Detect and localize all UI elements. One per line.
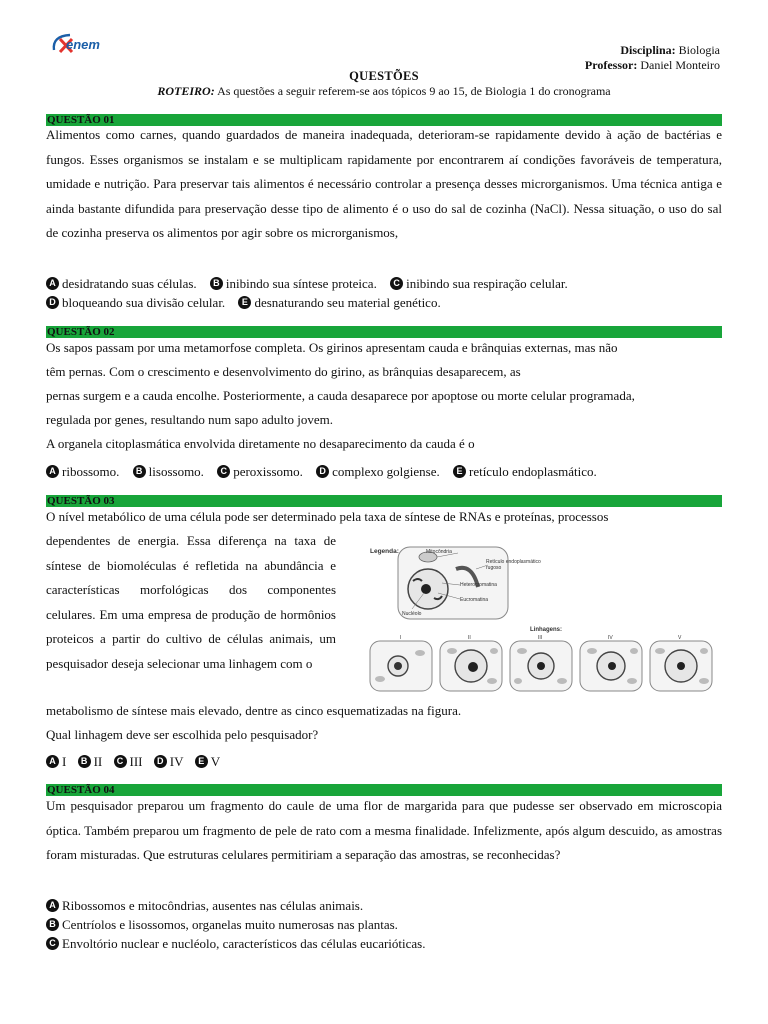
legend-label-heterocromatina: Heterocromatina bbox=[460, 582, 497, 588]
option-c-badge-icon: C bbox=[217, 465, 230, 478]
option-e-badge-icon: E bbox=[453, 465, 466, 478]
option-text: IV bbox=[169, 753, 184, 769]
legend-nucleolus-icon bbox=[421, 584, 431, 594]
option-c-badge-icon: C bbox=[114, 755, 127, 768]
question-1-option-c[interactable] bbox=[390, 275, 568, 293]
question-2-line-2: têm pernas. Com o crescimento e desenvolvimento do girino, as brânquias desaparecem, as bbox=[46, 364, 521, 379]
option-c-badge-icon: C bbox=[390, 277, 403, 290]
lineage-cell-2 bbox=[440, 635, 502, 691]
logo-text: enem bbox=[66, 37, 100, 52]
question-1-option-a[interactable] bbox=[46, 275, 197, 293]
option-b-badge-icon: B bbox=[46, 918, 59, 931]
discipline-line bbox=[620, 43, 720, 58]
lineage-label: II bbox=[468, 635, 471, 641]
question-2-options-row bbox=[46, 461, 607, 481]
question-3-option-b[interactable] bbox=[78, 753, 103, 771]
question-2-label: QUESTÃO 02 bbox=[47, 326, 115, 338]
option-c-badge-icon: C bbox=[46, 937, 59, 950]
option-text: Centríolos e lisossomos, organelas muito numerosas nas plantas. bbox=[62, 916, 398, 932]
question-4-text: Um pesquisador preparou um fragmento do caule de uma flor de margarida para que pudesse ser observado em microscopia óptica. Também preparou um fragmento de pele de rato com a mesma finalidade. Infelizmente, após algum descuido, as amostras foram misturadas. Que estruturas celulares permitiriam a separação das amostras, se reconhecidas? bbox=[46, 798, 722, 862]
professor-value: Daniel Monteiro bbox=[640, 58, 720, 72]
discipline-value: Biologia bbox=[678, 43, 720, 57]
question-1-options-row-1 bbox=[46, 273, 578, 293]
option-text: Envoltório nuclear e nucléolo, característicos das células eucarióticas. bbox=[62, 935, 426, 951]
lineage-cell-4 bbox=[580, 635, 642, 691]
question-2-line-5: A organela citoplasmática envolvida diretamente no desaparecimento da cauda é o bbox=[46, 436, 475, 451]
question-2-option-a[interactable] bbox=[46, 463, 119, 481]
cell-diagram-svg bbox=[368, 543, 720, 695]
question-3-wrap-text: dependentes de energia. Essa diferença na taxa de síntese de biomoléculas é refletida na abundância e características morfológicas dos componentes celulares. Em uma empresa de produção de hormônios proteicos a partir do cultivo de células animais, um pesquisador deseja selecionar uma linhagem com o bbox=[46, 533, 336, 671]
option-b-badge-icon: B bbox=[210, 277, 223, 290]
roteiro-text: As questões a seguir referem-se aos tópicos 9 ao 15, de Biologia 1 do cronograma bbox=[217, 84, 611, 98]
option-b-badge-icon: B bbox=[78, 755, 91, 768]
enem-logo bbox=[48, 30, 128, 60]
lineage-label: I bbox=[400, 635, 402, 641]
question-3-question: Qual linhagem deve ser escolhida pelo pesquisador? bbox=[46, 727, 319, 742]
question-1-text: Alimentos como carnes, quando guardados de maneira inadequada, deterioram-se rapidamente devido à ação de bactérias e fungos. Esses organismos se instalam e se multiplicam rapidamente por encontrarem aí condições favoráveis de temperatura, umidade e nutrição. Para preservar tais alimentos é necessário controlar a presença desses microrganismos. Uma técnica antiga e ainda bastante difundida para preservação desse tipo de alimento é o uso do sal de cozinha (NaCl). Nessa situação, o uso do sal de cozinha preserva os alimentos por agir sobre os microrganismos, bbox=[46, 127, 722, 240]
option-a-badge-icon: A bbox=[46, 277, 59, 290]
question-1-option-e[interactable] bbox=[238, 294, 440, 312]
option-text: inibindo sua síntese proteica. bbox=[225, 275, 377, 291]
option-b-badge-icon: B bbox=[133, 465, 146, 478]
question-3-option-c[interactable] bbox=[114, 753, 143, 771]
question-3-label: QUESTÃO 03 bbox=[47, 495, 115, 507]
option-text: peroxissomo. bbox=[233, 463, 303, 479]
option-text: II bbox=[93, 753, 103, 769]
question-3-option-e[interactable] bbox=[195, 753, 220, 771]
option-e-badge-icon: E bbox=[238, 296, 251, 309]
option-text: desidratando suas células. bbox=[62, 275, 197, 291]
option-text: retículo endoplasmático. bbox=[468, 463, 597, 479]
cell-lineages-figure bbox=[368, 543, 720, 695]
question-4-option-c[interactable] bbox=[46, 933, 435, 953]
option-e-badge-icon: E bbox=[195, 755, 208, 768]
question-4-option-a[interactable] bbox=[46, 895, 373, 915]
question-3-first-line: O nível metabólico de uma célula pode ser determinado pela taxa de síntese de RNAs e proteínas, processos bbox=[46, 509, 609, 524]
roteiro-line bbox=[0, 84, 768, 99]
lineage-label: IV bbox=[608, 635, 613, 641]
option-d-badge-icon: D bbox=[316, 465, 329, 478]
option-text: V bbox=[210, 753, 221, 769]
lineage-cell-1 bbox=[370, 635, 432, 691]
question-1-option-d[interactable] bbox=[46, 294, 225, 312]
option-text: inibindo sua respiração celular. bbox=[406, 275, 568, 291]
question-2-line-1: Os sapos passam por uma metamorfose completa. Os girinos apresentam cauda e brânquias externas, mas não bbox=[46, 340, 618, 355]
option-text: complexo golgiense. bbox=[332, 463, 440, 479]
question-3-option-a[interactable] bbox=[46, 753, 66, 771]
discipline-label: Disciplina: bbox=[620, 43, 676, 57]
lineage-label: V bbox=[678, 635, 682, 641]
option-text: I bbox=[62, 753, 67, 769]
question-2-option-d[interactable] bbox=[316, 463, 440, 481]
option-text: desnaturando seu material genético. bbox=[254, 294, 441, 310]
professor-label: Professor: bbox=[584, 58, 638, 72]
question-1-label: QUESTÃO 01 bbox=[47, 114, 115, 126]
option-d-badge-icon: D bbox=[154, 755, 167, 768]
legend-label-eucromatina: Eucromatina bbox=[460, 597, 489, 603]
option-a-badge-icon: A bbox=[46, 899, 59, 912]
legend-label-rer: Retículo endoplasmático rugoso bbox=[486, 559, 541, 571]
question-2-line-4: regulada por genes, resultando num sapo adulto jovem. bbox=[46, 412, 334, 427]
option-d-badge-icon: D bbox=[46, 296, 59, 309]
legend-label-mitocondria: Mitocôndria bbox=[426, 549, 452, 555]
question-3-options-row bbox=[46, 751, 228, 771]
option-text: lisossomo. bbox=[148, 463, 204, 479]
question-3-option-d[interactable] bbox=[154, 753, 184, 771]
lineage-label: III bbox=[538, 635, 543, 641]
question-2-option-b[interactable] bbox=[133, 463, 204, 481]
question-2-line-3: pernas surgem e a cauda encolhe. Posteriormente, a cauda desaparece por apoptose ou morte celular programada, bbox=[46, 388, 635, 403]
legend-label-nucleolo: Nucléolo bbox=[402, 611, 422, 617]
page-title: QUESTÕES bbox=[349, 69, 419, 83]
option-text: bloqueando sua divisão celular. bbox=[62, 294, 226, 310]
lineages-title: Linhagens: bbox=[530, 627, 563, 633]
lineage-cell-5 bbox=[650, 635, 712, 691]
question-1-option-b[interactable] bbox=[210, 275, 377, 293]
option-text: ribossomo. bbox=[62, 463, 120, 479]
option-text: Ribossomos e mitocôndrias, ausentes nas células animais. bbox=[62, 897, 364, 913]
option-text: III bbox=[129, 753, 143, 769]
question-1-options-row-2 bbox=[46, 292, 451, 312]
question-2-option-c[interactable] bbox=[217, 463, 303, 481]
roteiro-label: ROTEIRO: bbox=[157, 84, 215, 98]
option-a-badge-icon: A bbox=[46, 755, 59, 768]
option-a-badge-icon: A bbox=[46, 465, 59, 478]
question-4-option-b[interactable] bbox=[46, 914, 408, 934]
question-4-label: QUESTÃO 04 bbox=[47, 784, 115, 796]
legend-label-rer-wrap bbox=[486, 559, 548, 583]
lineage-cell-3 bbox=[510, 635, 572, 691]
question-3-after-line: metabolismo de síntese mais elevado, dentre as cinco esquematizadas na figura. bbox=[46, 703, 462, 718]
question-2-option-e[interactable] bbox=[453, 463, 597, 481]
legend-title: Legenda: bbox=[370, 548, 399, 555]
